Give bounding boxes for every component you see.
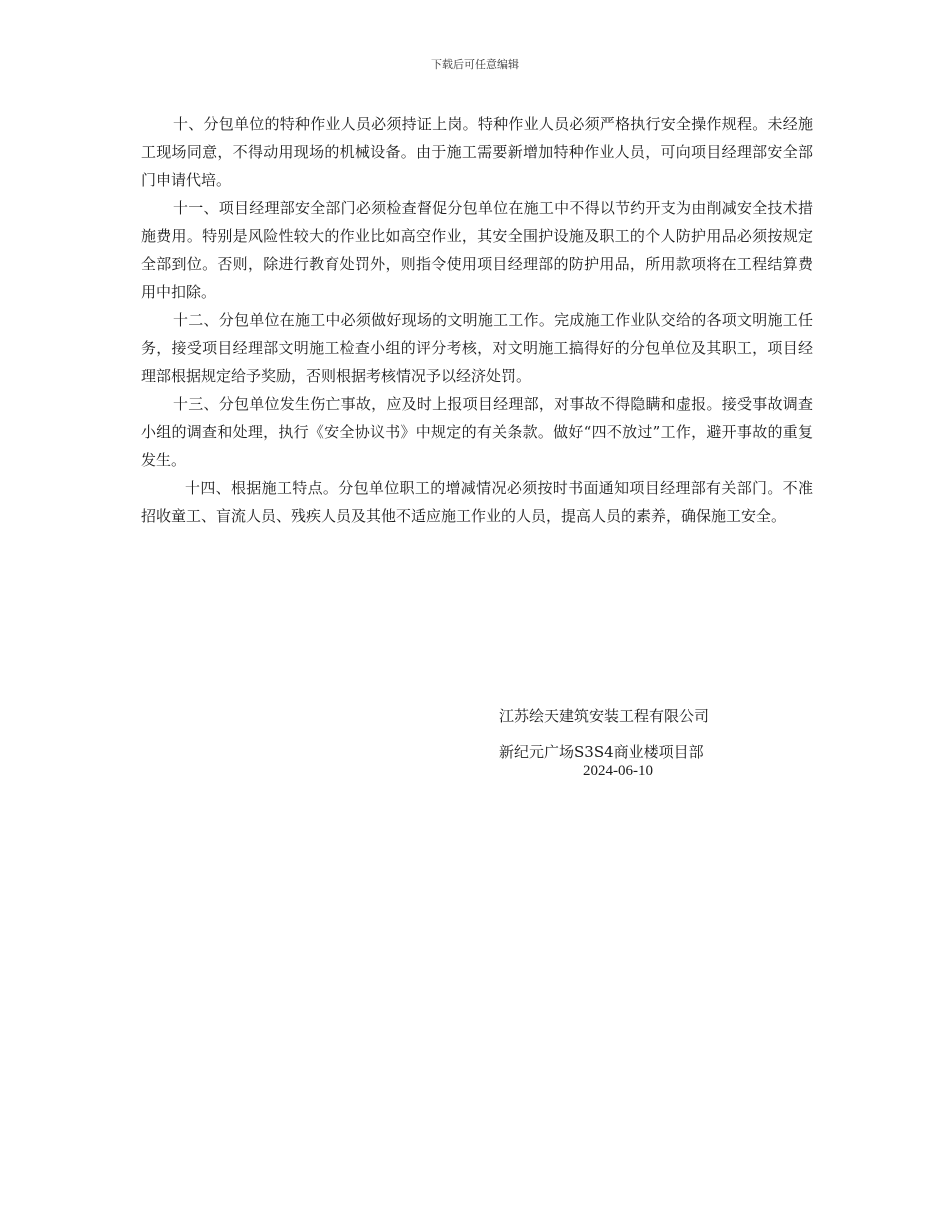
paragraph-11: 十一、项目经理部安全部门必须检查督促分包单位在施工中不得以节约开支为由削减安全技术措施费用。特别是风险性较大的作业比如高空作业，其安全围护设施及职工的个人防护用品必须按规定全部到位。否则，除进行教育处罚外，则指令使用项目经理部的防护用品，所用款项将在工程结算费用中扣除。 [141,199,813,301]
document-body [141,110,813,530]
paragraph-12: 十二、分包单位在施工中必须做好现场的文明施工工作。完成施工作业队交给的各项文明施工任务，接受项目经理部文明施工检查小组的评分考核，对文明施工搞得好的分包单位及其职工，项目经理部根据规定给予奖励，否则根据考核情况予以经济处罚。 [141,311,813,385]
paragraph-14: 十四、根据施工特点。分包单位职工的增减情况必须按时书面通知项目经理部有关部门。不准招收童工、盲流人员、残疾人员及其他不适应施工作业的人员，提高人员的素养，确保施工安全。 [141,479,813,525]
paragraph-13: 十三、分包单位发生伤亡事故，应及时上报项目经理部，对事故不得隐瞒和虚报。接受事故调查小组的调查和处理，执行《安全协议书》中规定的有关条款。做好“四不放过”工作，避开事故的重复发生。 [141,395,813,469]
signature-block [499,702,709,780]
company-name: 江苏绘天建筑安装工程有限公司 [499,707,710,725]
page-header: 下载后可任意编辑 [431,58,519,71]
paragraph-10: 十、分包单位的特种作业人员必须持证上岗。特种作业人员必须严格执行安全操作规程。未经施工现场同意，不得动用现场的机械设备。由于施工需要新增加特种作业人员，可向项目经理部安全部门申请代培。 [141,115,813,189]
project-department: 新纪元广场S3S4商业楼项目部 [499,743,704,761]
document-date: 2024-06-10 [583,763,653,779]
